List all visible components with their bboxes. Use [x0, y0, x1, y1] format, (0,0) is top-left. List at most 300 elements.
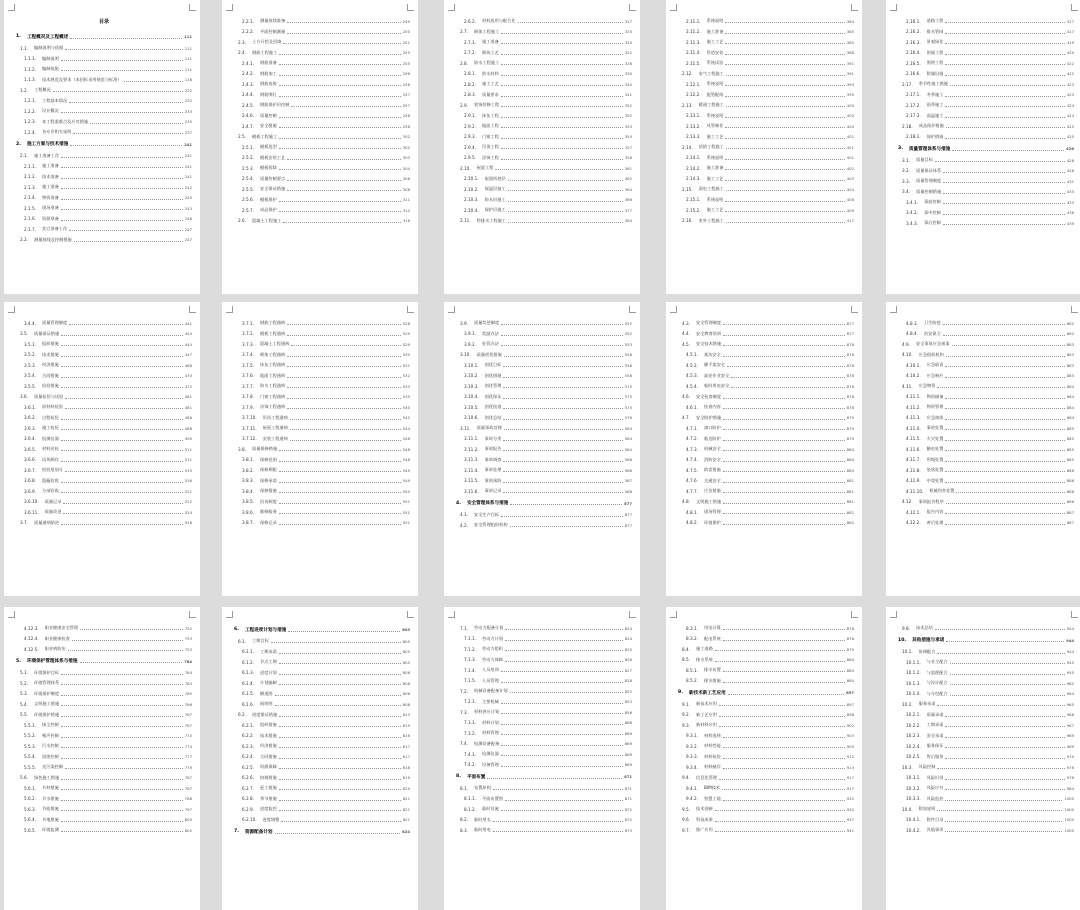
toc-entry[interactable]	[678, 100, 854, 111]
toc-entry[interactable]	[234, 636, 410, 647]
toc-entry[interactable]	[456, 69, 632, 80]
toc-entry[interactable]	[456, 381, 632, 392]
toc-entry[interactable]	[898, 710, 1074, 721]
toc-entry[interactable]	[16, 235, 192, 246]
toc-entry[interactable]	[678, 402, 854, 413]
toc-entry[interactable]	[678, 111, 854, 122]
toc-entry[interactable]	[678, 392, 854, 403]
toc-entry[interactable]	[898, 657, 1074, 668]
toc-entry[interactable]	[456, 413, 632, 424]
toc-entry[interactable]	[456, 520, 632, 531]
toc-entry[interactable]	[16, 203, 192, 214]
toc-entry[interactable]	[16, 668, 192, 679]
toc-entry[interactable]	[234, 111, 410, 122]
toc-entry[interactable]	[456, 644, 632, 655]
toc-entry[interactable]	[16, 214, 192, 225]
toc-entry[interactable]	[234, 497, 410, 508]
toc-entry[interactable]	[678, 455, 854, 466]
toc-entry[interactable]	[456, 37, 632, 48]
document-page[interactable]	[222, 302, 418, 596]
toc-entry[interactable]	[16, 634, 192, 645]
toc-entry[interactable]	[16, 804, 192, 815]
toc-entry[interactable]	[16, 381, 192, 392]
toc-entry[interactable]	[898, 111, 1074, 122]
toc-entry[interactable]	[16, 815, 192, 826]
toc-entry[interactable]	[898, 731, 1074, 742]
toc-entry[interactable]	[898, 773, 1074, 784]
toc-entry[interactable]	[456, 174, 632, 185]
toc-entry[interactable]	[234, 413, 410, 424]
toc-entry[interactable]	[16, 127, 192, 138]
toc-entry[interactable]	[678, 665, 854, 676]
toc-entry[interactable]	[234, 752, 410, 763]
toc-entry[interactable]	[456, 770, 632, 783]
toc-entry[interactable]	[234, 773, 410, 784]
toc-entry[interactable]	[898, 350, 1074, 361]
toc-entry[interactable]	[16, 710, 192, 721]
toc-entry[interactable]	[456, 423, 632, 434]
toc-entry[interactable]	[16, 161, 192, 172]
toc-entry[interactable]	[678, 90, 854, 101]
toc-entry[interactable]	[456, 79, 632, 90]
toc-entry[interactable]	[234, 100, 410, 111]
toc-entry[interactable]	[898, 79, 1074, 90]
toc-entry[interactable]	[898, 402, 1074, 413]
toc-entry[interactable]	[898, 507, 1074, 518]
toc-entry[interactable]	[456, 497, 632, 510]
toc-entry[interactable]	[456, 676, 632, 687]
toc-entry[interactable]	[456, 718, 632, 729]
toc-entry[interactable]	[234, 423, 410, 434]
toc-entry[interactable]	[678, 121, 854, 132]
toc-entry[interactable]	[678, 518, 854, 529]
toc-entry[interactable]	[234, 329, 410, 340]
toc-entry[interactable]	[456, 697, 632, 708]
toc-entry[interactable]	[234, 16, 410, 27]
toc-entry[interactable]	[16, 423, 192, 434]
toc-entry[interactable]	[456, 132, 632, 143]
toc-entry[interactable]	[678, 444, 854, 455]
toc-entry[interactable]	[16, 54, 192, 65]
document-page[interactable]	[4, 0, 200, 294]
toc-entry[interactable]	[234, 48, 410, 59]
toc-entry[interactable]	[234, 455, 410, 466]
toc-entry[interactable]	[678, 710, 854, 721]
toc-entry[interactable]	[456, 205, 632, 216]
toc-entry[interactable]	[16, 752, 192, 763]
toc-entry[interactable]	[678, 644, 854, 655]
toc-entry[interactable]	[16, 182, 192, 193]
toc-entry[interactable]	[456, 804, 632, 815]
document-page[interactable]	[886, 607, 1080, 910]
toc-entry[interactable]	[678, 339, 854, 350]
toc-entry[interactable]	[898, 392, 1074, 403]
toc-entry[interactable]	[456, 634, 632, 645]
toc-entry[interactable]	[678, 762, 854, 773]
toc-entry[interactable]	[234, 689, 410, 700]
document-page[interactable]	[666, 302, 862, 596]
toc-entry[interactable]	[898, 371, 1074, 382]
toc-entry[interactable]	[16, 465, 192, 476]
toc-entry[interactable]	[456, 350, 632, 361]
document-page[interactable]	[886, 302, 1080, 596]
toc-entry[interactable]	[234, 216, 410, 227]
toc-entry[interactable]	[678, 686, 854, 699]
toc-entry[interactable]	[678, 655, 854, 666]
toc-entry[interactable]	[234, 174, 410, 185]
toc-entry[interactable]	[898, 197, 1074, 208]
toc-entry[interactable]	[456, 783, 632, 794]
toc-entry[interactable]	[16, 689, 192, 700]
toc-entry[interactable]	[456, 371, 632, 382]
toc-entry[interactable]	[16, 825, 192, 836]
toc-entry[interactable]	[456, 623, 632, 634]
toc-entry[interactable]	[898, 518, 1074, 529]
toc-entry[interactable]	[898, 16, 1074, 27]
toc-entry[interactable]	[898, 423, 1074, 434]
toc-entry[interactable]	[678, 634, 854, 645]
toc-entry[interactable]	[898, 668, 1074, 679]
toc-entry[interactable]	[234, 518, 410, 529]
toc-entry[interactable]	[16, 96, 192, 107]
toc-entry[interactable]	[16, 402, 192, 413]
toc-entry[interactable]	[234, 402, 410, 413]
toc-entry[interactable]	[16, 444, 192, 455]
toc-entry[interactable]	[898, 339, 1074, 350]
toc-entry[interactable]	[16, 106, 192, 117]
toc-entry[interactable]	[678, 205, 854, 216]
toc-entry[interactable]	[16, 434, 192, 445]
toc-entry[interactable]	[678, 350, 854, 361]
toc-entry[interactable]	[898, 69, 1074, 80]
toc-entry[interactable]	[898, 208, 1074, 219]
toc-entry[interactable]	[234, 58, 410, 69]
toc-entry[interactable]	[678, 465, 854, 476]
toc-entry[interactable]	[898, 497, 1074, 508]
toc-entry[interactable]	[898, 434, 1074, 445]
toc-entry[interactable]	[678, 497, 854, 508]
toc-entry[interactable]	[678, 676, 854, 687]
document-page[interactable]	[4, 302, 200, 596]
toc-entry[interactable]	[16, 329, 192, 340]
toc-entry[interactable]	[234, 360, 410, 371]
toc-entry[interactable]	[678, 752, 854, 763]
toc-entry[interactable]	[234, 163, 410, 174]
toc-entry[interactable]	[234, 476, 410, 487]
toc-entry[interactable]	[898, 752, 1074, 763]
toc-entry[interactable]	[16, 455, 192, 466]
toc-entry[interactable]	[16, 392, 192, 403]
toc-entry[interactable]	[678, 58, 854, 69]
toc-entry[interactable]	[16, 476, 192, 487]
toc-entry[interactable]	[456, 100, 632, 111]
toc-entry[interactable]	[234, 623, 410, 636]
toc-entry[interactable]	[16, 655, 192, 668]
toc-entry[interactable]	[678, 423, 854, 434]
toc-entry[interactable]	[456, 318, 632, 329]
document-page[interactable]	[666, 607, 862, 910]
toc-entry[interactable]	[456, 184, 632, 195]
toc-entry[interactable]	[898, 699, 1074, 710]
toc-entry[interactable]	[456, 815, 632, 826]
toc-entry[interactable]	[234, 27, 410, 38]
document-page[interactable]	[222, 0, 418, 294]
toc-entry[interactable]	[678, 699, 854, 710]
toc-entry[interactable]	[678, 174, 854, 185]
toc-entry[interactable]	[234, 699, 410, 710]
toc-entry[interactable]	[678, 153, 854, 164]
document-page[interactable]	[444, 607, 640, 910]
toc-entry[interactable]	[16, 64, 192, 75]
toc-entry[interactable]	[678, 794, 854, 805]
toc-entry[interactable]	[16, 762, 192, 773]
toc-entry[interactable]	[678, 318, 854, 329]
toc-entry[interactable]	[678, 741, 854, 752]
toc-entry[interactable]	[16, 731, 192, 742]
toc-entry[interactable]	[456, 339, 632, 350]
toc-entry[interactable]	[678, 142, 854, 153]
toc-entry[interactable]	[898, 100, 1074, 111]
toc-entry[interactable]	[16, 43, 192, 54]
toc-entry[interactable]	[16, 699, 192, 710]
toc-entry[interactable]	[898, 825, 1074, 836]
toc-entry[interactable]	[234, 783, 410, 794]
toc-entry[interactable]	[234, 392, 410, 403]
toc-entry[interactable]	[678, 79, 854, 90]
toc-entry[interactable]	[234, 804, 410, 815]
toc-entry[interactable]	[678, 773, 854, 784]
toc-entry[interactable]	[898, 444, 1074, 455]
document-page[interactable]	[4, 607, 200, 910]
toc-entry[interactable]	[16, 518, 192, 529]
toc-entry[interactable]	[234, 444, 410, 455]
toc-entry[interactable]	[234, 731, 410, 742]
toc-entry[interactable]	[456, 90, 632, 101]
toc-entry[interactable]	[456, 142, 632, 153]
toc-entry[interactable]	[456, 48, 632, 59]
toc-entry[interactable]	[898, 176, 1074, 187]
toc-entry[interactable]	[898, 37, 1074, 48]
document-page[interactable]	[222, 607, 418, 910]
toc-entry[interactable]	[16, 644, 192, 655]
toc-entry[interactable]	[678, 476, 854, 487]
toc-entry[interactable]	[16, 151, 192, 162]
toc-entry[interactable]	[16, 720, 192, 731]
toc-entry[interactable]	[16, 623, 192, 634]
toc-entry[interactable]	[234, 195, 410, 206]
toc-entry[interactable]	[898, 815, 1074, 826]
toc-entry[interactable]	[234, 486, 410, 497]
toc-entry[interactable]	[234, 69, 410, 80]
toc-entry[interactable]	[898, 476, 1074, 487]
toc-entry[interactable]	[16, 794, 192, 805]
toc-entry[interactable]	[16, 318, 192, 329]
toc-entry[interactable]	[456, 465, 632, 476]
toc-entry[interactable]	[234, 184, 410, 195]
toc-entry[interactable]	[678, 27, 854, 38]
toc-entry[interactable]	[898, 329, 1074, 340]
toc-entry[interactable]	[234, 142, 410, 153]
toc-entry[interactable]	[678, 434, 854, 445]
toc-entry[interactable]	[678, 216, 854, 227]
toc-entry[interactable]	[456, 825, 632, 836]
document-page[interactable]	[444, 0, 640, 294]
toc-entry[interactable]	[456, 749, 632, 760]
toc-entry[interactable]	[456, 329, 632, 340]
toc-entry[interactable]	[456, 728, 632, 739]
toc-entry[interactable]	[16, 138, 192, 151]
toc-entry[interactable]	[16, 117, 192, 128]
toc-entry[interactable]	[898, 142, 1074, 155]
toc-entry[interactable]	[456, 121, 632, 132]
toc-entry[interactable]	[898, 166, 1074, 177]
toc-entry[interactable]	[898, 794, 1074, 805]
toc-entry[interactable]	[678, 804, 854, 815]
toc-entry[interactable]	[456, 58, 632, 69]
toc-entry[interactable]	[234, 381, 410, 392]
toc-entry[interactable]	[16, 224, 192, 235]
toc-entry[interactable]	[456, 402, 632, 413]
toc-entry[interactable]	[456, 195, 632, 206]
toc-entry[interactable]	[456, 486, 632, 497]
toc-entry[interactable]	[898, 121, 1074, 132]
toc-entry[interactable]	[678, 360, 854, 371]
toc-entry[interactable]	[456, 794, 632, 805]
toc-entry[interactable]	[234, 507, 410, 518]
toc-entry[interactable]	[234, 205, 410, 216]
document-page[interactable]	[666, 0, 862, 294]
toc-entry[interactable]	[16, 413, 192, 424]
toc-entry[interactable]	[456, 111, 632, 122]
toc-entry[interactable]	[678, 16, 854, 27]
toc-entry[interactable]	[678, 69, 854, 80]
toc-entry[interactable]	[898, 318, 1074, 329]
toc-entry[interactable]	[16, 75, 192, 86]
document-page[interactable]	[444, 302, 640, 596]
toc-entry[interactable]	[16, 507, 192, 518]
toc-entry[interactable]	[234, 318, 410, 329]
toc-entry[interactable]	[234, 825, 410, 838]
toc-entry[interactable]	[16, 193, 192, 204]
toc-entry[interactable]	[898, 360, 1074, 371]
toc-entry[interactable]	[234, 90, 410, 101]
toc-entry[interactable]	[898, 634, 1074, 647]
toc-entry[interactable]	[898, 783, 1074, 794]
toc-entry[interactable]	[898, 623, 1074, 634]
toc-entry[interactable]	[234, 657, 410, 668]
toc-entry[interactable]	[456, 434, 632, 445]
toc-entry[interactable]	[898, 720, 1074, 731]
toc-entry[interactable]	[234, 350, 410, 361]
toc-entry[interactable]	[456, 655, 632, 666]
toc-entry[interactable]	[898, 647, 1074, 658]
toc-entry[interactable]	[456, 392, 632, 403]
toc-entry[interactable]	[678, 623, 854, 634]
toc-entry[interactable]	[16, 783, 192, 794]
toc-entry[interactable]	[234, 762, 410, 773]
toc-entry[interactable]	[16, 339, 192, 350]
toc-entry[interactable]	[678, 507, 854, 518]
toc-entry[interactable]	[456, 163, 632, 174]
document-page[interactable]	[886, 0, 1080, 294]
toc-entry[interactable]	[678, 132, 854, 143]
toc-entry[interactable]	[678, 731, 854, 742]
toc-entry[interactable]	[456, 707, 632, 718]
toc-entry[interactable]	[16, 741, 192, 752]
toc-entry[interactable]	[456, 444, 632, 455]
toc-entry[interactable]	[678, 825, 854, 836]
toc-entry[interactable]	[234, 710, 410, 721]
toc-entry[interactable]	[678, 815, 854, 826]
toc-entry[interactable]	[456, 760, 632, 771]
toc-entry[interactable]	[456, 686, 632, 697]
toc-entry[interactable]	[234, 132, 410, 143]
toc-entry[interactable]	[898, 465, 1074, 476]
toc-entry[interactable]	[898, 762, 1074, 773]
toc-entry[interactable]	[456, 27, 632, 38]
toc-entry[interactable]	[898, 381, 1074, 392]
toc-entry[interactable]	[898, 689, 1074, 700]
toc-entry[interactable]	[678, 37, 854, 48]
toc-entry[interactable]	[16, 350, 192, 361]
toc-entry[interactable]	[456, 665, 632, 676]
toc-entry[interactable]	[678, 720, 854, 731]
toc-entry[interactable]	[456, 455, 632, 466]
toc-entry[interactable]	[898, 58, 1074, 69]
toc-entry[interactable]	[16, 85, 192, 96]
toc-entry[interactable]	[456, 360, 632, 371]
toc-entry[interactable]	[898, 48, 1074, 59]
toc-entry[interactable]	[898, 132, 1074, 143]
toc-entry[interactable]	[678, 783, 854, 794]
toc-entry[interactable]	[234, 339, 410, 350]
toc-entry[interactable]	[898, 155, 1074, 166]
toc-entry[interactable]	[678, 486, 854, 497]
toc-entry[interactable]	[16, 371, 192, 382]
toc-entry[interactable]	[678, 371, 854, 382]
toc-entry[interactable]	[234, 741, 410, 752]
toc-entry[interactable]	[234, 121, 410, 132]
toc-entry[interactable]	[16, 172, 192, 183]
toc-entry[interactable]	[16, 678, 192, 689]
toc-entry[interactable]	[898, 678, 1074, 689]
toc-entry[interactable]	[234, 465, 410, 476]
toc-entry[interactable]	[456, 739, 632, 750]
toc-entry[interactable]	[16, 486, 192, 497]
toc-entry[interactable]	[898, 27, 1074, 38]
toc-entry[interactable]	[234, 815, 410, 826]
toc-entry[interactable]	[678, 184, 854, 195]
toc-entry[interactable]	[234, 668, 410, 679]
toc-entry[interactable]	[456, 153, 632, 164]
toc-entry[interactable]	[898, 218, 1074, 229]
toc-entry[interactable]	[898, 741, 1074, 752]
toc-entry[interactable]	[234, 794, 410, 805]
toc-entry[interactable]	[898, 187, 1074, 198]
toc-entry[interactable]	[16, 360, 192, 371]
toc-entry[interactable]	[234, 153, 410, 164]
toc-entry[interactable]	[234, 647, 410, 658]
toc-entry[interactable]	[234, 79, 410, 90]
toc-entry[interactable]	[678, 195, 854, 206]
toc-entry[interactable]	[456, 476, 632, 487]
toc-entry[interactable]	[456, 216, 632, 227]
toc-entry[interactable]	[678, 163, 854, 174]
toc-entry[interactable]	[898, 455, 1074, 466]
toc-entry[interactable]	[234, 434, 410, 445]
toc-entry[interactable]	[678, 329, 854, 340]
toc-entry[interactable]	[456, 16, 632, 27]
